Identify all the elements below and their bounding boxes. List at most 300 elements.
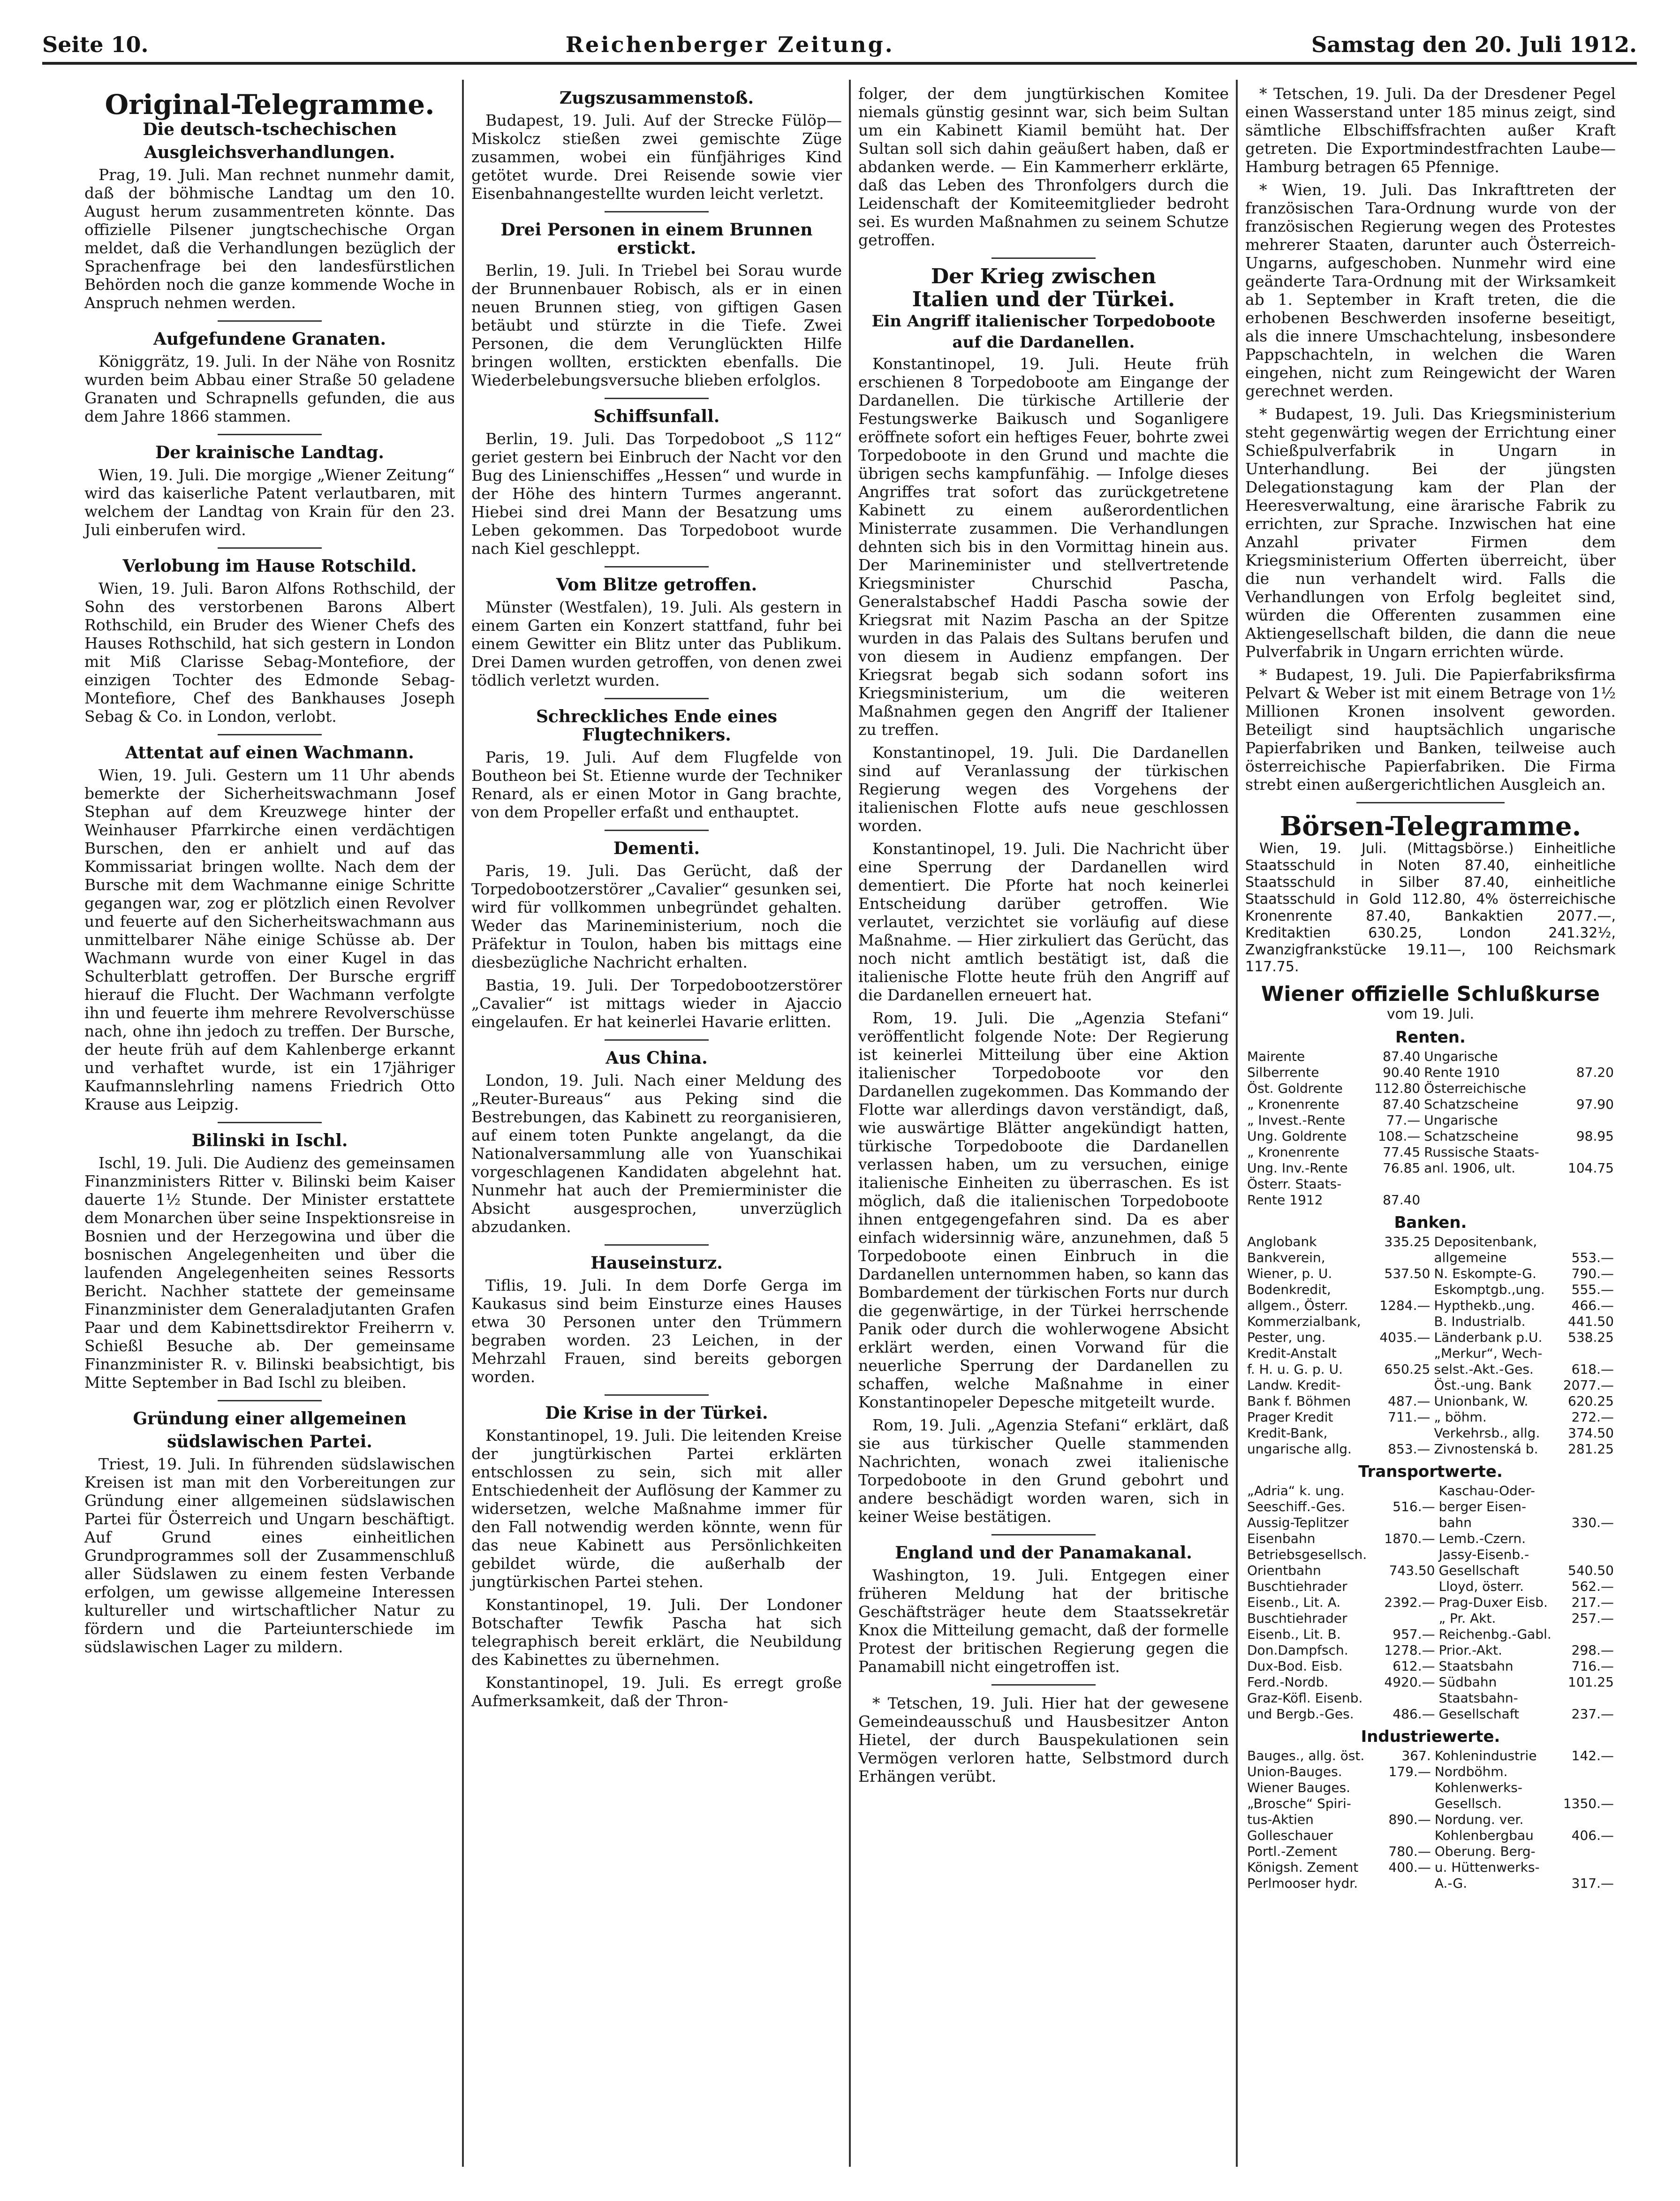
quote-name: Ungarische <box>1424 1049 1498 1064</box>
quote-row <box>1245 1128 1616 1144</box>
category-heading: Transportwerte. <box>1358 1462 1503 1481</box>
renten-table <box>1245 1049 1616 1208</box>
quote-value <box>1378 1547 1437 1563</box>
quote-value <box>1373 1346 1432 1361</box>
quote-row <box>1245 1690 1616 1706</box>
quote-row <box>1245 1876 1616 1891</box>
quote-name: Union-Bauges. <box>1247 1764 1342 1779</box>
quote-value: 87.40 <box>1383 1192 1421 1208</box>
quote-name: Schatzscheine <box>1424 1128 1519 1144</box>
quote-name: Österreichische <box>1424 1081 1526 1096</box>
quote-value: 330.— <box>1571 1515 1614 1530</box>
article-heading: Verlobung im Hause Rotschild. <box>122 556 417 576</box>
quote-name: Portl.-Zement <box>1247 1844 1337 1859</box>
quote-name: und Bergb.-Ges. <box>1247 1706 1354 1722</box>
quote-value <box>1381 1828 1433 1844</box>
article-heading: Drei Personen in einem Brunnen erstickt. <box>500 220 813 258</box>
quote-value: 112.80 <box>1374 1081 1421 1096</box>
quote-value <box>1562 1531 1616 1547</box>
article-text: Konstantinopel, 19. Juli. Die leitenden Kreise der jungtürkischen Partei erklärten entschlossen zu sein, sich mit aller Entschiedenheit der Auflösung der Kammer zu widersetzen, welche Maßnahme immer für den Fall notwendig werden könnte, wenn für das neue Kabinett aus Persönlichkeiten gebildet würde, die außerhalb der jungtürkischen Partei stehen. <box>471 1426 842 1591</box>
article <box>858 1544 1229 1676</box>
article-text: Budapest, 19. Juli. Auf der Strecke Fülöp—Miskolcz stießen zwei gemischte Züge zusammen, wobei ein fünfjähriges Kind getötet wurde. Drei Reisende sowie vier Eisenbahnangestellte wurden leicht verletzt. <box>471 111 842 203</box>
column-divider <box>849 80 851 2167</box>
quote-name: A.-G. <box>1434 1876 1468 1891</box>
quote-row <box>1245 1425 1616 1441</box>
quote-value: 406.— <box>1571 1828 1614 1843</box>
quote-row <box>1245 1748 1616 1764</box>
quote-name: Zivnostenská b. <box>1434 1441 1538 1457</box>
column-divider <box>1236 80 1238 2167</box>
quote-value: 272.— <box>1571 1409 1614 1425</box>
quote-value: 400.— <box>1388 1860 1431 1875</box>
quote-row <box>1245 1547 1616 1563</box>
column-2 <box>471 84 842 1715</box>
quote-name: Rente 1910 <box>1424 1065 1500 1080</box>
quote-row <box>1245 1780 1616 1796</box>
quote-name: Aussig-Teplitzer <box>1247 1515 1349 1530</box>
stock-table-date: vom 19. Juli. <box>1386 1006 1475 1022</box>
quote-value: 780.— <box>1388 1844 1431 1859</box>
article-text: Konstantinopel, 19. Juli. Der Londoner Botschafter Tewfik Pascha hat sich telegraphisch bereit erklärt, die Neubildung des Kabinettes zu übernehmen. <box>471 1596 842 1669</box>
quote-row <box>1245 1441 1616 1457</box>
quote-value <box>1562 1690 1616 1706</box>
quote-name: Perlmooser hydr. <box>1247 1876 1358 1891</box>
quote-name: Golleschauer <box>1247 1828 1333 1843</box>
quote-value: 516.— <box>1392 1499 1435 1514</box>
quote-name: Buschtiehrader <box>1247 1579 1347 1594</box>
quote-value <box>1378 1611 1437 1626</box>
quote-name: Hypthekb.,ung. <box>1434 1298 1535 1313</box>
quote-name: Silberrente <box>1247 1065 1319 1080</box>
quote-name: allgemeine <box>1434 1250 1507 1265</box>
article-heading: England und der Panamakanal. <box>895 1543 1192 1563</box>
quote-value: 108.— <box>1377 1128 1421 1144</box>
industrie-table <box>1245 1748 1616 1891</box>
article-heading: Ausgleichsverhandlungen. <box>144 143 395 162</box>
separator <box>1356 802 1505 803</box>
quote-value: 466.— <box>1571 1298 1614 1313</box>
article-text: Rom, 19. Juli. „Agenzia Stefani“ erklärt, daß sie aus türkischer Quelle stammenden Nachrichten, wonach zwei italienische Torpedoboote in den Grund gebohrt und andere beschädigt worden waren, sich in keiner Weise bestätigen. <box>858 1416 1229 1526</box>
quote-value <box>1378 1690 1437 1706</box>
quote-value: 237.— <box>1571 1706 1614 1722</box>
quote-value <box>1378 1579 1437 1595</box>
stock-table-title: Wiener offizielle Schlußkurse <box>1261 982 1600 1006</box>
category-heading: Industriewerte. <box>1361 1727 1500 1746</box>
quote-name: Gesellschaft <box>1438 1563 1520 1578</box>
quote-name: Oberung. Berg- <box>1434 1844 1536 1859</box>
article <box>471 576 842 689</box>
article <box>471 221 842 389</box>
quote-name: Prior.-Akt. <box>1438 1642 1502 1658</box>
article-heading: Zugszusammenstoß. <box>559 88 754 108</box>
issue-date: Samstag den 20. Juli 1912. <box>1311 32 1637 57</box>
quote-row <box>1245 1611 1616 1626</box>
quote-name: Bauges., allg. öst. <box>1247 1748 1365 1763</box>
quote-name: Eskomptgb.,ung. <box>1434 1282 1545 1297</box>
quote-value <box>1555 1812 1616 1828</box>
quote-row <box>1245 1160 1616 1176</box>
quote-row <box>1245 1176 1616 1192</box>
quote-value <box>1373 1425 1432 1441</box>
article <box>471 1254 842 1386</box>
article-text: Berlin, 19. Juli. Das Torpedoboot „S 112“ geriet gestern bei Einbruch der Nacht vor den Bug des Linienschiffes „Hessen“ und wurde in der Höhe des hintern Turmes angerannt. Hiebei sind drei Mann der Besatzung ums Leben gekommen. Das Torpedoboot wurde nach Kiel geschleppt. <box>471 430 842 558</box>
article <box>471 1049 842 1236</box>
article <box>471 708 842 821</box>
article-text: Tiflis, 19. Juli. In dem Dorfe Gerga im Kaukasus sind beim Einsturze eines Hauses etwa 30 Personen unter den Trümmern begraben worden. 23 Leichen, in der Mehrzahl Frauen, sind bereits geborgen worden. <box>471 1276 842 1386</box>
quote-name: Mairente <box>1247 1049 1305 1064</box>
quote-value: 179.— <box>1388 1764 1431 1779</box>
quote-name: Depositenbank, <box>1434 1234 1537 1249</box>
quote-name: Reichenbg.-Gabl. <box>1438 1626 1551 1642</box>
quote-value: 711.— <box>1388 1409 1430 1425</box>
quote-name: Öst.-ung. Bank <box>1434 1377 1532 1393</box>
quote-row <box>1245 1081 1616 1097</box>
quote-name: „ Invest.-Rente <box>1247 1112 1346 1128</box>
separator <box>218 1400 321 1401</box>
quote-value <box>1378 1483 1437 1499</box>
quote-name: Länderbank p.U. <box>1434 1330 1543 1345</box>
quote-value <box>1555 1860 1616 1876</box>
separator <box>605 1394 708 1396</box>
page-header <box>42 28 1637 61</box>
article-heading: Italien und der Türkei. <box>912 287 1175 311</box>
quote-name <box>1422 1192 1559 1208</box>
article-text: * Budapest, 19. Juli. Das Kriegsministerium steht gegenwärtig wegen der Errichtung einer Schießpulverfabrik in Ungarn in Unterhandlung. Bei der jüngsten Delegationstagung kam der Plan der Heeresverwaltung, eine ärarische Fabrik zu errichten, zur Sprache. Inzwischen hat eine Anzahl privater Firmen dem Kriegsministerium Offerten überreicht, über die nun verhandelt wird. Falls die Verhandlungen von Erfolg begleitet sind, würden die Offerenten zusammen eine Aktiengesellschaft bilden, die dann die neue Pulverfabrik in Ungarn errichten würde. <box>1245 405 1616 661</box>
quote-value: 743.50 <box>1389 1563 1435 1578</box>
article-text: Königgrätz, 19. Juli. In der Nähe von Rosnitz wurden beim Abbau einer Straße 50 geladene Granaten und Schrapnells gefunden, die aus dem Jahre 1866 stammen. <box>84 352 455 425</box>
article-heading: südslawischen Partei. <box>167 1432 372 1452</box>
quote-row <box>1245 1377 1616 1393</box>
quote-row <box>1245 1860 1616 1876</box>
quote-value <box>1562 1483 1616 1499</box>
article-heading: Hauseinsturz. <box>590 1253 723 1273</box>
article-heading: Die Krise in der Türkei. <box>545 1403 768 1423</box>
quote-value: 650.25 <box>1384 1361 1430 1377</box>
article-text: Bastia, 19. Juli. Der Torpedobootzerstörer „Cavalier“ ist mittags wieder in Ajaccio eingelaufen. Er hat keinerlei Havarie erlitten. <box>471 976 842 1031</box>
quote-value <box>1562 1626 1616 1642</box>
quote-value: 2077.— <box>1563 1377 1614 1393</box>
quote-name: Staatsbahn <box>1438 1658 1514 1674</box>
quote-name: Kohlenindustrie <box>1434 1748 1537 1763</box>
quote-name: Königsh. Zement <box>1247 1860 1359 1875</box>
quote-row <box>1245 1764 1616 1780</box>
article-text: London, 19. Juli. Nach einer Meldung des „Reuter-Bureaus“ aus Peking sind die Bestrebungen, das Kabinett zu reorganisieren, auf einem toten Punkte angelangt, da die Nationalversammlung alle von Yuanschikai vorgeschlagenen Kandidaten abgelehnt hat. Nunmehr hat auch der Premierminister die Absicht ausgesprochen, unverzüglich abzudanken. <box>471 1071 842 1236</box>
quote-name: Eisenb., Lit. B. <box>1247 1626 1341 1642</box>
separator <box>991 1534 1095 1535</box>
quote-row <box>1245 1250 1616 1266</box>
article-text: Wien, 19. Juli. Die morgige „Wiener Zeitung“ wird das kaiserliche Patent verlautbaren, mit welchem der Landtag von Krain für den 23. Juli einberufen wird. <box>84 466 455 539</box>
quote-name: „Merkur“, Wech- <box>1434 1346 1543 1361</box>
article <box>471 408 842 558</box>
article-heading: Die deutsch-tschechischen <box>143 120 397 139</box>
quote-value <box>1559 1176 1616 1192</box>
quote-value: 853.— <box>1388 1441 1430 1457</box>
quote-value <box>1559 1144 1616 1160</box>
stock-summary: Wien, 19. Juli. (Mittagsbörse.) Einheitliche Staatsschuld in Noten 87.40, einheitliche Staatsschuld in Silber 87.40, einheitliche Staatsschuld in Gold 112.80, 4% österreichische Kronenrente 87.40, Bankaktien 2077.—, Kreditaktien 630.25, London 241.32½, Zwanzigfrankstücke 19.11—, 100 Reichsmark 117.75. <box>1245 840 1616 975</box>
quote-row <box>1245 1499 1616 1515</box>
article <box>84 444 455 539</box>
quote-value: 101.25 <box>1568 1674 1614 1690</box>
quote-value: 618.— <box>1571 1361 1614 1377</box>
separator <box>991 257 1095 259</box>
quote-value: 620.25 <box>1568 1393 1614 1409</box>
quote-value <box>1559 1112 1616 1128</box>
quote-name: allgem., Österr. <box>1247 1298 1348 1313</box>
quote-name: Verkehrsb., allg. <box>1434 1425 1540 1441</box>
quote-row <box>1245 1409 1616 1425</box>
quote-row <box>1245 1706 1616 1722</box>
quote-value: 4920.— <box>1384 1674 1435 1690</box>
quote-value: 98.95 <box>1576 1128 1614 1144</box>
article-heading: Dementi. <box>613 839 700 858</box>
quote-row <box>1245 1112 1616 1128</box>
quote-name: Lemb.-Czern. <box>1438 1531 1526 1546</box>
quote-value: 217.— <box>1571 1595 1614 1610</box>
quote-row <box>1245 1483 1616 1499</box>
quote-value: 1284.— <box>1379 1298 1430 1313</box>
quote-value: 87.40 <box>1383 1097 1421 1112</box>
quote-value <box>1562 1547 1616 1563</box>
quote-name: Kohlenwerks- <box>1434 1780 1522 1795</box>
article-text: Rom, 19. Juli. Die „Agenzia Stefani“ veröffentlicht folgende Note: Der Regierung ist keinerlei Mitteilung über eine Aktion italienischer Torpedoboote vor den Dardanellen zugekommen. Das Kommando der Flotte war allerdings davon verständigt, daß, wie auswärtige Blätter angekündigt hatten, türkische Torpedoboote die Dardanellen verlassen haben, um zu versuchen, einige italienische Einheiten zu überraschen. Es ist möglich, daß die italienischen Torpedoboote ihnen entgegengefahren sind. Da es aber einfach widersinnig wäre, anzunehmen, daß 5 Torpedoboote einen Einbruch in die Dardanellen unternommen haben, so kann das Bombardement der türkischen Forts nur durch die gegenwärtige, in der Türkei herrschende Panik oder durch die wohlerwogene Absicht erklärt werden, einen Vorwand für die neuerliche Sperrung der Dardanellen zu schaffen, welche Maßnahme in einer Konstantinopeler Depesche mitgeteilt wurde. <box>858 1009 1229 1411</box>
quote-row <box>1245 1563 1616 1579</box>
quote-value <box>1557 1346 1616 1361</box>
quote-name: Jassy-Eisenb.- <box>1438 1547 1529 1562</box>
quote-value: 367. <box>1401 1748 1431 1763</box>
quote-row <box>1245 1626 1616 1642</box>
newspaper-page <box>42 28 1637 2167</box>
article-text: Berlin, 19. Juli. In Triebel bei Sorau wurde der Brunnenbauer Robisch, als er in einen neuen Brunnen stieg, von giftigen Gasen betäubt und stürzte in die Tiefe. Zwei Personen, die dem Verunglückten Hilfe bringen wollten, erstickten ebenfalls. Die Wiederbelebungsversuche blieben erfolglos. <box>471 261 842 389</box>
article-text: * Budapest, 19. Juli. Die Papierfabriksfirma Pelvart & Weber ist mit einem Betrage von 1½ Millionen Kronen insolvent geworden. Beteiligt sind hauptsächlich ungarische Papierfabriken und Banken, teilweise auch österreichische Papierfabriken. Die Firma strebt einen außergerichtlichen Ausgleich an. <box>1245 666 1616 794</box>
column-4 <box>1245 84 1616 1891</box>
quote-name: Dux-Bod. Eisb. <box>1247 1658 1343 1674</box>
quote-name: Öst. Goldrente <box>1247 1081 1343 1096</box>
quote-value: 890.— <box>1388 1812 1431 1827</box>
quote-value: 553.— <box>1571 1250 1614 1265</box>
quote-name: Russische Staats- <box>1424 1144 1539 1160</box>
quote-name: Bodenkredit, <box>1247 1282 1331 1297</box>
quote-value: 298.— <box>1571 1642 1614 1658</box>
quote-value <box>1555 1764 1616 1780</box>
article-heading: Der Krieg zwischen <box>931 265 1156 288</box>
quote-name: Buschtiehrader <box>1247 1611 1347 1626</box>
quote-name: Ung. Goldrente <box>1247 1128 1347 1144</box>
article-text: Konstantinopel, 19. Juli. Es erregt große Aufmerksamkeit, daß der Thron- <box>471 1673 842 1710</box>
quote-value: 317.— <box>1571 1876 1614 1891</box>
quote-row <box>1245 1298 1616 1314</box>
quote-row <box>1245 1796 1616 1812</box>
article-text: Wien, 19. Juli. Baron Alfons Rothschild, der Sohn des verstorbenen Barons Albert Rothschild, ein Bruder des Wiener Chefs des Hauses Rothschild, hat sich gestern in London mit Miß Clarisse Sebag-Montefiore, der einzigen Tochter des Edmonde Sebag-Montefiore, Chef des Bankhauses Joseph Sebag & Co. in London, verlobt. <box>84 579 455 726</box>
quote-name: Pester, ung. <box>1247 1330 1326 1345</box>
quote-name: Kohlenbergbau <box>1434 1828 1534 1843</box>
article-text: * Tetschen, 19. Juli. Da der Dresdener Pegel einen Wasserstand unter 185 minus zeigt, sind sämtliche Elbschiffsfrachten außer Kraft getreten. Die Exportmindestfrachten Laube—Hamburg betragen 65 Pfennige. <box>1245 84 1616 176</box>
article-heading: Aus China. <box>605 1048 708 1068</box>
article <box>84 1132 455 1392</box>
quote-name: Staatsbahn- <box>1438 1690 1518 1706</box>
article-text: Konstantinopel, 19. Juli. Heute früh erschienen 8 Torpedoboote am Eingange der Dardanellen. Die türkische Artillerie der Festungswerke Baikusch und Soganligere eröffnete sofort ein heftiges Feuer, bohrte zwei Torpedoboote in den Grund und machte die übrigen sechs kampfunfähig. — Infolge dieses Angriffes trat sofort das zurückgetretene Kabinett zu einem außerordentlichen Ministerrate zusammen. Die Verhandlungen dehnten sich bis in den Vormittag hinein aus. Der Marineminister und stellvertretende Kriegsminister Churschid Pascha, Generalstabschef Haddi Pascha sowie der Kriegsrat mit Nazim Pascha an der Spitze wurden in das Palais des Sultans berufen und von diesem in Audienz empfangen. Der Kriegsrat begab sich sodann sofort ins Kriegsministerium, um die weiteren Maßnahmen gegen den Angriff der Italiener zu treffen. <box>858 355 1229 739</box>
quote-value: 104.75 <box>1568 1160 1614 1176</box>
separator <box>991 1684 1095 1686</box>
article-heading: Schreckliches Ende eines Flugtechnikers. <box>536 707 778 745</box>
quote-name: Südbahn <box>1438 1674 1497 1690</box>
separator <box>218 320 321 322</box>
quote-name: Eisenbahn <box>1247 1531 1316 1546</box>
quote-value: 335.25 <box>1384 1234 1430 1249</box>
quote-row <box>1245 1192 1616 1208</box>
quote-name: Prag-Duxer Eisb. <box>1438 1595 1548 1610</box>
column-3 <box>858 84 1229 1790</box>
quote-value: 540.50 <box>1568 1563 1614 1578</box>
quote-name: f. H. u. G. p. U. <box>1247 1361 1343 1377</box>
article <box>84 121 455 312</box>
quote-row <box>1245 1812 1616 1828</box>
quote-name: Wiener Bauges. <box>1247 1780 1351 1795</box>
article-text: Prag, 19. Juli. Man rechnet nunmehr damit, daß der böhmische Landtag um den 10. August herum zusammentreten könnte. Das offizielle Pilsener jungtschechische Organ meldet, daß die Verhandlungen bezüglich der Sprachenfrage bei den landesfürstlichen Behörden noch die ganze kommende Woche in Anspruch nehmen werden. <box>84 166 455 312</box>
quote-row <box>1245 1330 1616 1346</box>
quote-value: 87.20 <box>1576 1065 1614 1080</box>
quote-name: Österr. Staats- <box>1247 1176 1342 1192</box>
quote-name: Bank f. Böhmen <box>1247 1393 1351 1409</box>
quote-name: Don.Dampfsch. <box>1247 1642 1348 1658</box>
quote-row <box>1245 1346 1616 1361</box>
quote-value: 562.— <box>1571 1579 1614 1594</box>
article <box>84 330 455 425</box>
quote-value <box>1373 1377 1432 1393</box>
column-1 <box>84 84 455 1661</box>
quote-value <box>1562 1499 1616 1515</box>
quote-value: 1278.— <box>1384 1642 1435 1658</box>
article-text: Konstantinopel, 19. Juli. Die Dardanellen sind auf Veranlassung der türkischen Regierung wegen des Vorgehens der italienischen Flotte aufs neue geschlossen worden. <box>858 743 1229 835</box>
quote-name: Gesellsch. <box>1434 1796 1502 1811</box>
quote-row <box>1245 1049 1616 1065</box>
quote-name: Nordung. ver. <box>1434 1812 1524 1827</box>
quote-value <box>1373 1282 1432 1298</box>
quote-name: Prager Kredit <box>1247 1409 1333 1425</box>
quote-row <box>1245 1234 1616 1250</box>
article-text: * Tetschen, 19. Juli. Hier hat der gewesene Gemeindeausschuß und Hausbesitzer Anton Hietel, der durch Bauspekulationen sein Vermögen verloren hatte, Selbstmord durch Erhängen verübt. <box>858 1694 1229 1785</box>
article <box>84 1410 455 1656</box>
quote-value: 142.— <box>1571 1748 1614 1763</box>
banken-table <box>1245 1234 1616 1457</box>
article-heading: Attentat auf einen Wachmann. <box>125 743 414 763</box>
quote-value: 90.40 <box>1383 1065 1421 1080</box>
quote-value: 555.— <box>1571 1282 1614 1297</box>
separator <box>218 1122 321 1123</box>
category-heading: Banken. <box>1394 1213 1467 1232</box>
quote-row <box>1245 1144 1616 1160</box>
article-subheading: Ein Angriff italienischer Torpedoboote <box>871 312 1216 331</box>
separator <box>218 434 321 435</box>
quote-value: 441.50 <box>1568 1314 1614 1329</box>
article <box>84 557 455 726</box>
quote-name: Landw. Kredit- <box>1247 1377 1341 1393</box>
quote-value: 538.25 <box>1568 1330 1614 1345</box>
quote-row <box>1245 1579 1616 1595</box>
quote-name: Eisenb., Lit. A. <box>1247 1595 1341 1610</box>
stock-section-title: Börsen-Telegramme. <box>1279 811 1582 842</box>
quote-value <box>1559 1049 1616 1065</box>
quote-name: Gesellschaft <box>1438 1706 1520 1722</box>
quote-row <box>1245 1361 1616 1377</box>
page-number: Seite 10. <box>42 32 149 57</box>
quote-name: „ Kronenrente <box>1247 1144 1339 1160</box>
quote-name: ungarische allg. <box>1247 1441 1352 1457</box>
quote-name: Bankverein, <box>1247 1250 1325 1265</box>
quote-value: 257.— <box>1571 1611 1614 1626</box>
quote-value: 790.— <box>1571 1266 1614 1281</box>
quote-name: „Brosche“ Spiri- <box>1247 1796 1351 1811</box>
quote-value: 2392.— <box>1384 1595 1435 1610</box>
quote-value: 97.90 <box>1576 1097 1614 1112</box>
quote-value: 537.50 <box>1384 1266 1430 1281</box>
separator <box>218 734 321 735</box>
quote-value <box>1555 1780 1616 1796</box>
quote-value <box>1555 1844 1616 1860</box>
quote-value <box>1557 1234 1616 1250</box>
quote-name: Unionbank, W. <box>1434 1393 1529 1409</box>
quote-value: 487.— <box>1388 1393 1430 1409</box>
quote-value <box>1381 1796 1433 1812</box>
quote-value <box>1559 1081 1616 1097</box>
article <box>84 744 455 1113</box>
separator <box>605 1244 708 1246</box>
article-heading: Vom Blitze getroffen. <box>556 575 757 595</box>
newspaper-name: Reichenberger Zeitung. <box>565 32 894 57</box>
quote-name: Lloyd, österr. <box>1438 1579 1524 1594</box>
quote-name: „ Kronenrente <box>1247 1097 1339 1112</box>
quote-name: Rente 1912 <box>1247 1192 1323 1208</box>
article-text: Konstantinopel, 19. Juli. Die Nachricht über eine Sperrung der Dardanellen wird dementiert. Die Pforte hat noch keinerlei Entscheidung darüber getroffen. Wie verlautet, verzichtet sie vorläufig auf diese Maßnahme. — Hier zirkuliert das Gerücht, das noch nicht amtlich bestätigt ist, daß die italienische Flotte heute früh den Angriff auf die Dardanellen erneuert hat. <box>858 840 1229 1004</box>
quote-name: Wiener, p. U. <box>1247 1266 1332 1281</box>
quote-value: 281.25 <box>1568 1441 1614 1457</box>
quote-value: 4035.— <box>1379 1330 1430 1345</box>
quote-name: N. Eskompte-G. <box>1434 1266 1536 1281</box>
quote-name: Betriebsgesellsch. <box>1247 1547 1367 1562</box>
article-text: Paris, 19. Juli. Das Gerücht, daß der Torpedobootzerstörer „Cavalier“ gesunken sei, wird für vollkommen unbegründet gehalten. Weder das Marineministerium, noch die Präfektur in Toulon, haben bis mittags eine diesbezügliche Nachricht erhalten. <box>471 862 842 971</box>
quote-row <box>1245 1642 1616 1658</box>
quote-name: Anglobank <box>1247 1234 1317 1249</box>
quote-name: tus-Aktien <box>1247 1812 1314 1827</box>
article-text: Paris, 19. Juli. Auf dem Flugfelde von Boutheon bei St. Etienne wurde der Techniker Renard, als er einen Motor in Gang brachte, von dem Propeller erfaßt und enthauptet. <box>471 748 842 821</box>
quote-value: 87.40 <box>1383 1049 1421 1064</box>
quote-row <box>1245 1674 1616 1690</box>
quote-row <box>1245 1828 1616 1844</box>
separator <box>605 211 708 212</box>
separator <box>218 547 321 549</box>
section-title: Original-Telegramme. <box>105 89 435 121</box>
quote-name: u. Hüttenwerks- <box>1434 1860 1540 1875</box>
article-heading: Schiffsunfall. <box>593 407 720 426</box>
article-text: Triest, 19. Juli. In führenden südslawischen Kreisen ist man mit den Vorbereitungen zur Gründung einer allgemeinen südslawischen Partei für Österreich und Ungarn beschäftigt. Auf Grund eines einheitlichen Grundprogrammes soll der Zusammenschluß aller Südslawen zu einem festen Verbande erfolgen, um gewisse allgemeine Interessen kultureller und wirtschaftlicher Natur zu fördern und die Parteiunterschiede im südslawischen Lager zu mildern. <box>84 1455 455 1656</box>
quote-value: 957.— <box>1392 1626 1435 1642</box>
quote-value: 486.— <box>1392 1706 1435 1722</box>
article <box>471 840 842 1031</box>
quote-value: 77.— <box>1386 1112 1421 1128</box>
separator <box>605 566 708 567</box>
quote-name: „Adria“ k. ung. <box>1247 1483 1345 1498</box>
article-text: * Wien, 19. Juli. Das Inkrafttreten der französischen Tara-Ordnung wurde von der französischen Regierung wegen des Protestes mehrerer Staaten, darunter auch Österreich-Ungarns, aufgeschoben. Nunmehr wird eine geänderte Tara-Ordnung mit der Wirksamkeit ab 1. September in Kraft treten, die die erhobenen Beschwerden insoferne beseitigt, als die innere Umschachtelung, insbesondere Pappschachteln, in welchen die Waren eingehen, nicht zum Reingewicht der Waren gerechnet werden. <box>1245 181 1616 400</box>
quote-name: Ung. Inv.-Rente <box>1247 1160 1348 1176</box>
article-text: Washington, 19. Juli. Entgegen einer früheren Meldung hat der britische Geschäftsträger heute dem Staatssekretär Knox die Mitteilung gemacht, daß der formelle Protest der britischen Regierung gegen die Panamabill nicht eingetroffen ist. <box>858 1566 1229 1676</box>
article-subheading: auf die Dardanellen. <box>952 333 1135 352</box>
quote-name: B. Industrialb. <box>1434 1314 1526 1329</box>
category-heading: Renten. <box>1395 1028 1466 1047</box>
quote-name: Ungarische <box>1424 1112 1498 1128</box>
quote-name: berger Eisen- <box>1438 1499 1527 1514</box>
article-heading: Gründung einer allgemeinen <box>133 1409 407 1429</box>
article-heading: Aufgefundene Granaten. <box>153 329 386 349</box>
quote-value: 1350.— <box>1563 1796 1614 1811</box>
